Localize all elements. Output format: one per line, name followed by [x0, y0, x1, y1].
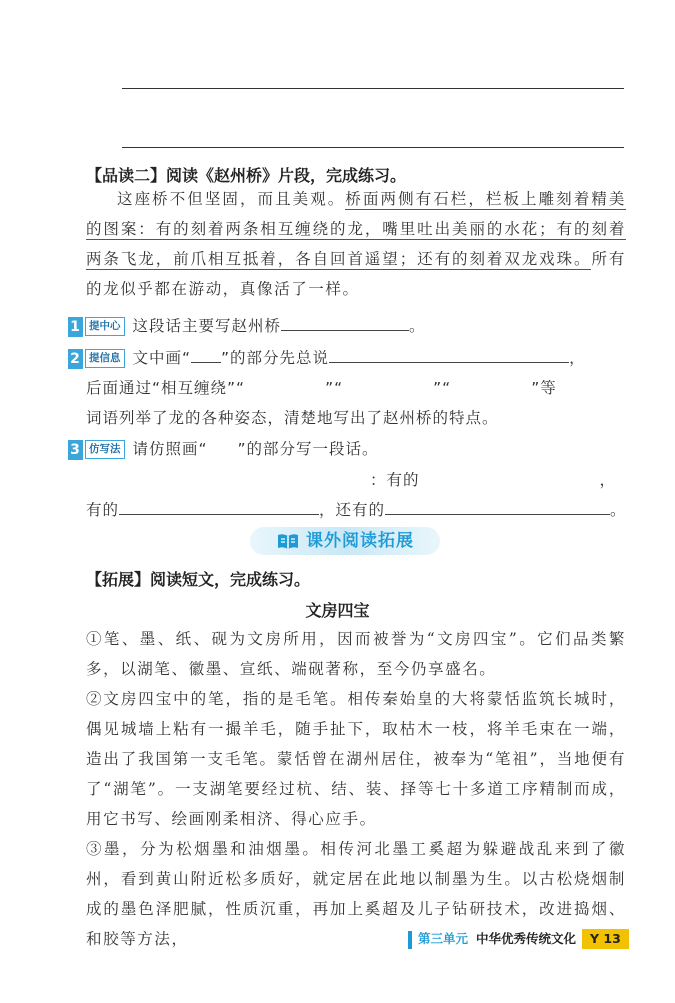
passage-summary-sentence: 这座桥不但坚固，而且美观。 [117, 190, 346, 208]
question-3-answer-blank-1[interactable] [420, 469, 600, 485]
question-1-number: 1 [68, 317, 83, 337]
article-title: 文房四宝 [305, 601, 370, 620]
passage-closing-sentence: 所有的龙似乎都在游动，真像活了一样。 [86, 250, 626, 298]
question-1-answer-blank[interactable] [281, 314, 409, 331]
article-paragraph-3: ③墨，分为松烟墨和油烟墨。相传河北墨工奚超为躲避战乱来到了徽州，看到黄山附近松多质好，就定居在此地以制墨为生。以古松烧烟制成的墨色泽肥腻，性质沉重，再加上奚超及儿子钻研技术，改进捣烟、和胶等方法， [86, 840, 626, 948]
question-3: 3 仿写法 请仿照画“ ”的部分写一段话。 [68, 437, 379, 460]
question-3-answer-blank-3[interactable] [385, 498, 610, 515]
question-2-number: 2 [68, 349, 83, 369]
page-footer [408, 929, 629, 953]
question-3-answer-blank-2[interactable] [119, 498, 319, 515]
question-2: 2 提信息 文中画“ ”的部分先总说 ， [68, 346, 586, 369]
question-3-line-3: 有的 ，还有的 。 [86, 498, 627, 520]
question-3-number: 3 [68, 440, 83, 460]
question-2-line-3: 词语列举了龙的各种姿态，清楚地写出了赵州桥的特点。 [86, 409, 499, 427]
question-1-tag: 提中心 [85, 317, 125, 336]
page-number: Y 13 [582, 929, 629, 949]
question-1: 1 提中心 这段话主要写赵州桥 。 [68, 314, 426, 337]
open-book-icon [276, 532, 300, 550]
question-3-line-2: ：有的 ， [370, 471, 617, 489]
answer-line-1 [122, 88, 624, 89]
question-2-line-2: 后面通过“相互缠绕”“ ”“ ”“ ”等 [86, 379, 557, 397]
question-1-text: 这段话主要写赵州桥 [132, 317, 282, 335]
section2-passage [86, 184, 626, 304]
question-3-tag: 仿写法 [85, 440, 125, 459]
section-banner [250, 527, 440, 555]
passage-underlined-part: 桥面两侧有石栏，栏板上雕刻着精美的图案：有的刻着两条相互缠绕的龙，嘴里吐出美丽的水花；有的刻着两条飞龙，前爪相互抵着，各自回首遥望；还有的刻着双龙戏珠。 [86, 190, 626, 268]
question-2-tag: 提信息 [85, 349, 125, 368]
question-2-answer-blank[interactable] [329, 346, 569, 363]
extension-header: 【拓展】阅读短文，完成练习。 [86, 570, 311, 589]
footer-accent-bar [408, 931, 412, 949]
article-paragraph-2: ②文房四宝中的笔，指的是毛笔。相传秦始皇的大将蒙恬监筑长城时，偶见城墙上粘有一撮羊毛，随手扯下，取枯木一枝，将羊毛束在一端，造出了我国第一支毛笔。蒙恬曾在湖州居住，被奉为“笔祖”，当地便有了“湖笔”。一支湖笔要经过杭、结、装、择等七十多道工序精制而成，用它书写、绘画刚柔相济、得心应手。 [86, 690, 626, 828]
section2-header: 【品读二】阅读《赵州桥》片段，完成练习。 [86, 166, 407, 185]
footer-unit-name: 中华优秀传统文化 [476, 931, 577, 946]
banner-label: 课外阅读拓展 [306, 531, 414, 551]
article-paragraph-1: ①笔、墨、纸、砚为文房所用，因而被誉为“文房四宝”。它们品类繁多，以湖笔、徽墨、宣纸、端砚著称，至今仍享盛名。 [86, 630, 626, 678]
question-2-mark-sample [191, 346, 221, 363]
footer-unit: 第三单元 [418, 931, 469, 946]
answer-line-2 [122, 147, 624, 148]
